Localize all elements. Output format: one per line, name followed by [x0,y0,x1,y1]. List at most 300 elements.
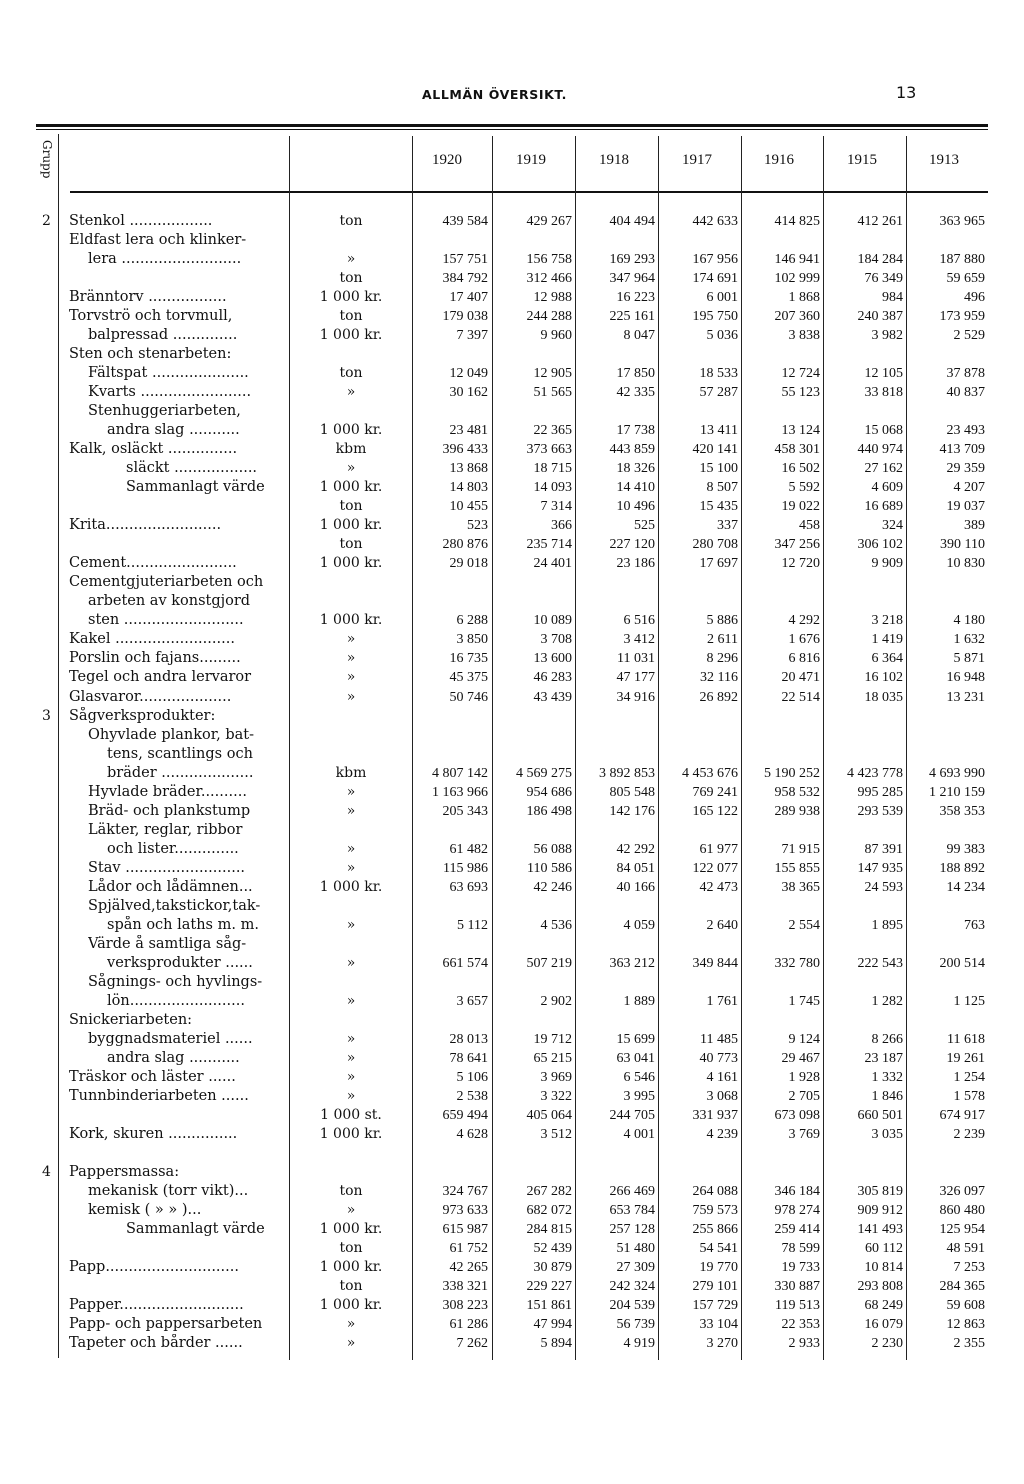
cell-value: 12 988 [533,290,572,306]
cell-value: 40 837 [946,385,985,401]
cell-value: 78 641 [449,1050,488,1066]
cell-value: 2 230 [871,1336,903,1352]
table-row [0,630,1024,649]
cell-value: 229 227 [526,1279,572,1295]
cell-value: 4 059 [623,917,655,933]
row-unit: ton [339,498,363,515]
cell-value: 68 249 [864,1298,903,1314]
year-header: 1915 [847,152,877,168]
cell-value: 200 514 [939,955,985,971]
cell-value: 17 407 [449,290,488,306]
cell-value: 280 876 [442,537,488,553]
year-header: 1916 [764,152,794,168]
row-unit: » [346,460,356,477]
row-label: Sammanlagt värde [126,479,265,496]
row-unit: » [346,1030,356,1047]
cell-value: 973 633 [442,1203,488,1219]
column-rule [58,134,59,1358]
cell-value: 11 031 [617,651,655,667]
cell-value: 244 705 [609,1107,655,1123]
table-row [0,973,1024,992]
cell-value: 61 286 [449,1317,488,1333]
row-unit: » [346,1316,356,1333]
table-row [0,592,1024,611]
cell-value: 54 541 [699,1241,738,1257]
cell-value: 142 176 [609,803,655,819]
cell-value: 32 116 [700,670,738,686]
column-rule [412,136,413,1360]
cell-value: 10 830 [946,556,985,572]
table-row [0,573,1024,592]
cell-value: 523 [467,518,488,534]
cell-value: 5 886 [706,613,738,629]
cell-value: 1 332 [871,1069,903,1085]
cell-value: 40 773 [699,1050,738,1066]
cell-value: 259 414 [774,1222,820,1238]
row-unit: ton [339,1183,363,1200]
row-label: lera .......................... [88,251,242,268]
cell-value: 47 177 [616,670,655,686]
column-rule [289,136,290,1360]
table-row [0,402,1024,421]
group-number: 2 [42,213,51,229]
cell-value: 147 935 [857,860,903,876]
cell-value: 5 871 [953,651,985,667]
cell-value: 27 162 [864,461,903,477]
table-row [0,649,1024,668]
cell-value: 156 758 [526,252,572,268]
cell-value: 46 283 [533,670,572,686]
row-label: Pappersmassa: [69,1164,180,1180]
cell-value: 440 974 [857,442,903,458]
cell-value: 8 296 [706,651,738,667]
row-label: Tegel och andra lervaror [69,669,252,686]
cell-value: 15 435 [699,499,738,515]
cell-value: 10 814 [864,1260,903,1276]
cell-value: 78 599 [781,1241,820,1257]
cell-value: 71 915 [781,841,820,857]
cell-value: 404 494 [609,214,655,229]
cell-value: 99 383 [946,841,985,857]
row-label: Värde å samtliga såg- [88,935,247,952]
row-unit: » [346,1202,356,1219]
cell-value: 3 982 [871,328,903,344]
cell-value: 3 412 [623,632,655,648]
cell-value: 22 365 [533,423,572,439]
cell-value: 11 485 [700,1031,738,1047]
top-rule [36,124,988,127]
cell-value: 2 640 [706,917,738,933]
cell-value: 13 600 [533,651,572,667]
table-row [0,326,1024,345]
cell-value: 1 419 [871,632,903,648]
table-row [0,840,1024,859]
cell-value: 29 467 [781,1050,820,1066]
cell-value: 207 360 [774,309,820,325]
cell-value: 3 657 [456,993,488,1009]
row-label: Läkter, reglar, ribbor [88,821,243,838]
cell-value: 205 343 [442,803,488,819]
cell-value: 390 110 [940,537,985,553]
row-label: Stenhuggeriarbeten, [88,403,241,420]
cell-value: 51 480 [616,1241,655,1257]
header-rule [70,191,988,193]
table-row [0,1258,1024,1277]
cell-value: 1 928 [788,1069,820,1085]
table-row [0,821,1024,840]
cell-value: 984 [882,290,903,306]
cell-value: 9 124 [788,1031,820,1047]
row-unit: » [346,384,356,401]
cell-value: 6 001 [706,290,738,306]
table-row [0,250,1024,269]
table-row [0,1296,1024,1315]
cell-value: 16 735 [449,651,488,667]
row-label: släckt .................. [126,460,258,477]
top-rule-thin [36,129,988,130]
cell-value: 87 391 [864,841,903,857]
cell-value: 38 365 [781,879,820,895]
cell-value: 16 689 [864,499,903,515]
cell-value: 18 035 [864,689,903,705]
row-unit: » [346,783,356,800]
row-unit: » [346,1087,356,1104]
cell-value: 2 902 [540,993,572,1009]
cell-value: 414 825 [774,214,820,229]
cell-value: 23 493 [946,423,985,439]
group-number: 3 [42,707,51,724]
row-unit: » [346,1049,356,1066]
cell-value: 186 498 [526,803,572,819]
cell-value: 19 261 [946,1050,985,1066]
row-unit: ton [339,365,363,382]
table-row [0,707,1024,726]
cell-value: 308 223 [442,1298,488,1314]
row-unit: » [346,251,356,268]
cell-value: 1 282 [871,993,903,1009]
cell-value: 125 954 [939,1222,985,1238]
table-row [0,764,1024,783]
cell-value: 4 693 990 [929,765,985,781]
table-row [0,269,1024,288]
table-row [0,288,1024,307]
table-row [0,1182,1024,1201]
row-unit: 1 000 kr. [319,1125,383,1142]
row-label: Kakel .......................... [69,631,235,648]
cell-value: 4 239 [706,1126,738,1142]
cell-value: 763 [964,917,985,933]
cell-value: 119 513 [775,1298,820,1314]
cell-value: 28 013 [449,1031,488,1047]
cell-value: 15 699 [616,1031,655,1047]
row-label: bräder .................... [107,764,254,781]
row-label: kemisk ( » » )... [88,1202,202,1219]
cell-value: 22 353 [781,1317,820,1333]
table-row [0,1106,1024,1125]
cell-value: 13 411 [700,423,738,439]
cell-value: 306 102 [857,537,903,553]
cell-value: 188 892 [939,860,985,876]
cell-value: 3 838 [788,328,820,344]
cell-value: 5 036 [706,328,738,344]
cell-value: 33 104 [699,1317,738,1333]
cell-value: 458 [799,518,820,534]
row-label: lön......................... [107,992,245,1009]
cell-value: 2 529 [953,328,985,344]
cell-value: 373 663 [526,442,572,458]
cell-value: 954 686 [526,784,572,800]
cell-value: 195 750 [692,309,738,325]
row-label: Snickeriarbeten: [69,1011,193,1028]
cell-value: 1 676 [788,632,820,648]
cell-value: 661 574 [442,955,488,971]
row-label: spån och laths m. m. [107,916,259,933]
cell-value: 13 868 [449,461,488,477]
cell-value: 59 608 [946,1298,985,1314]
cell-value: 289 938 [774,803,820,819]
cell-value: 12 105 [864,366,903,382]
cell-value: 17 738 [616,423,655,439]
cell-value: 7 262 [456,1336,488,1352]
cell-value: 8 266 [871,1031,903,1047]
cell-value: 2 355 [953,1336,985,1352]
cell-value: 6 516 [623,613,655,629]
cell-value: 61 977 [699,841,738,857]
cell-value: 4 180 [953,613,985,629]
cell-value: 61 482 [449,841,488,857]
row-label: Hyvlade bräder.......... [88,783,247,800]
cell-value: 12 720 [781,556,820,572]
cell-value: 23 187 [864,1050,903,1066]
cell-value: 42 473 [699,879,738,895]
cell-value: 255 866 [692,1222,738,1238]
table-row [0,1239,1024,1258]
cell-value: 5 112 [457,917,488,933]
page-title: ALLMÄN ÖVERSIKT. [422,87,567,102]
grupp-header [36,136,56,196]
table-row [0,916,1024,935]
row-unit: » [346,992,356,1009]
table-row [0,459,1024,478]
row-unit: 1 000 kr. [319,289,383,306]
cell-value: 1 210 159 [929,784,985,800]
cell-value: 3 892 853 [599,765,655,781]
row-label: Spjälved,takstickor,tak- [88,897,261,914]
cell-value: 33 818 [864,385,903,401]
row-unit: » [346,802,356,819]
cell-value: 6 364 [871,651,903,667]
table-row [0,364,1024,383]
cell-value: 20 471 [781,670,820,686]
table-row [0,611,1024,630]
row-unit: ton [339,270,363,287]
cell-value: 1 889 [623,993,655,1009]
row-unit: 1 000 kr. [319,612,383,629]
cell-value: 3 969 [540,1069,572,1085]
group-number: 4 [42,1164,51,1180]
cell-value: 458 301 [774,442,820,458]
table-row [0,440,1024,459]
cell-value: 2 933 [788,1336,820,1352]
cell-value: 284 815 [526,1222,572,1238]
cell-value: 3 769 [788,1126,820,1142]
cell-value: 16 102 [864,670,903,686]
cell-value: 110 586 [527,860,572,876]
column-rule [906,136,907,1360]
cell-value: 2 554 [788,917,820,933]
row-label: arbeten av konstgjord [88,593,251,610]
cell-value: 42 335 [616,385,655,401]
cell-value: 225 161 [609,309,655,325]
cell-value: 43 439 [533,689,572,705]
cell-value: 14 410 [616,480,655,496]
cell-value: 330 887 [774,1279,820,1295]
row-unit: » [346,1335,356,1352]
cell-value: 4 609 [871,480,903,496]
cell-value: 3 068 [706,1088,738,1104]
table-row [0,421,1024,440]
cell-value: 443 859 [609,442,655,458]
row-label: Bräd- och plankstump [88,802,251,819]
row-label: Torvströ och torvmull, [69,308,233,325]
year-header: 1920 [432,152,462,168]
cell-value: 122 077 [692,860,738,876]
table-row [0,497,1024,516]
cell-value: 23 481 [449,423,488,439]
row-label: Ohyvlade plankor, bat- [88,726,254,743]
row-label: andra slag ........... [107,1049,240,1066]
cell-value: 805 548 [609,784,655,800]
cell-value: 151 861 [526,1298,572,1314]
cell-value: 18 715 [533,461,572,477]
cell-value: 3 512 [540,1126,572,1142]
table-row [0,1068,1024,1087]
cell-value: 909 912 [857,1203,903,1219]
page-header [0,83,1024,105]
table-row [0,1011,1024,1030]
cell-value: 1 846 [871,1088,903,1104]
cell-value: 184 284 [857,252,903,268]
row-unit: 1 000 kr. [319,1259,383,1276]
cell-value: 5 106 [456,1069,488,1085]
cell-value: 1 125 [953,993,985,1009]
cell-value: 3 850 [456,632,488,648]
cell-value: 45 375 [449,670,488,686]
cell-value: 4 536 [540,917,572,933]
cell-value: 264 088 [692,1184,738,1200]
row-label: Cement........................ [69,555,237,572]
table-row [0,1144,1024,1163]
cell-value: 6 546 [623,1069,655,1085]
row-label: Fältspat ..................... [88,365,249,382]
cell-value: 48 591 [946,1241,985,1257]
cell-value: 19 733 [781,1260,820,1276]
cell-value: 6 816 [788,651,820,667]
cell-value: 3 322 [540,1088,572,1104]
cell-value: 1 632 [953,632,985,648]
table-row [0,745,1024,764]
table-row [0,954,1024,973]
cell-value: 396 433 [442,442,488,458]
cell-value: 349 844 [692,955,738,971]
cell-value: 24 593 [864,879,903,895]
table-row [0,726,1024,745]
table-row [0,992,1024,1011]
row-label: Tunnbinderiarbeten ...... [69,1087,249,1104]
cell-value: 16 223 [616,290,655,306]
cell-value: 27 309 [616,1260,655,1276]
cell-value: 7 397 [456,328,488,344]
cell-value: 759 573 [692,1203,738,1219]
row-label: Träskor och läster ...... [69,1068,236,1085]
cell-value: 659 494 [442,1107,488,1123]
cell-value: 15 100 [699,461,738,477]
cell-value: 346 184 [774,1184,820,1200]
cell-value: 9 960 [540,328,572,344]
cell-value: 23 186 [616,556,655,572]
cell-value: 2 538 [456,1088,488,1104]
cell-value: 47 994 [533,1317,572,1333]
row-unit: ton [339,1240,363,1257]
cell-value: 42 246 [533,879,572,895]
cell-value: 155 855 [774,860,820,876]
column-rule [741,136,742,1360]
cell-value: 63 693 [449,879,488,895]
cell-value: 1 578 [953,1088,985,1104]
row-label: Sammanlagt värde [126,1221,265,1238]
year-header: 1917 [682,152,712,168]
cell-value: 167 956 [692,252,738,268]
row-label: Bränntorv ................. [69,289,227,306]
cell-value: 29 359 [946,461,985,477]
row-label: Sten och stenarbeten: [69,346,232,363]
row-label: balpressad .............. [88,327,238,344]
cell-value: 37 878 [946,366,985,382]
cell-value: 19 712 [533,1031,572,1047]
year-header: 1919 [516,152,546,168]
cell-value: 4 292 [788,613,820,629]
table-row [0,307,1024,326]
cell-value: 1 868 [788,290,820,306]
cell-value: 52 439 [533,1241,572,1257]
cell-value: 324 [882,518,903,534]
cell-value: 615 987 [442,1222,488,1238]
table-row [0,688,1024,707]
row-unit: » [346,954,356,971]
cell-value: 358 353 [939,803,985,819]
cell-value: 1 254 [953,1069,985,1085]
row-label: Stenkol .................. [69,213,213,229]
cell-value: 995 285 [857,784,903,800]
table-row [0,554,1024,573]
cell-value: 279 101 [692,1279,738,1295]
row-label: Papp- och pappersarbeten [69,1316,263,1333]
cell-value: 8 507 [706,480,738,496]
table-row [0,1220,1024,1239]
cell-value: 405 064 [526,1107,572,1123]
cell-value: 29 018 [449,556,488,572]
cell-value: 442 633 [692,214,738,229]
cell-value: 34 916 [616,689,655,705]
cell-value: 280 708 [692,537,738,553]
cell-value: 12 863 [946,1317,985,1333]
cell-value: 42 265 [449,1260,488,1276]
cell-value: 174 691 [692,271,738,287]
cell-value: 12 049 [449,366,488,382]
cell-value: 439 584 [442,214,488,229]
row-label: Eldfast lera och klinker- [69,232,247,249]
row-label: mekanisk (torr vikt)... [88,1183,249,1200]
